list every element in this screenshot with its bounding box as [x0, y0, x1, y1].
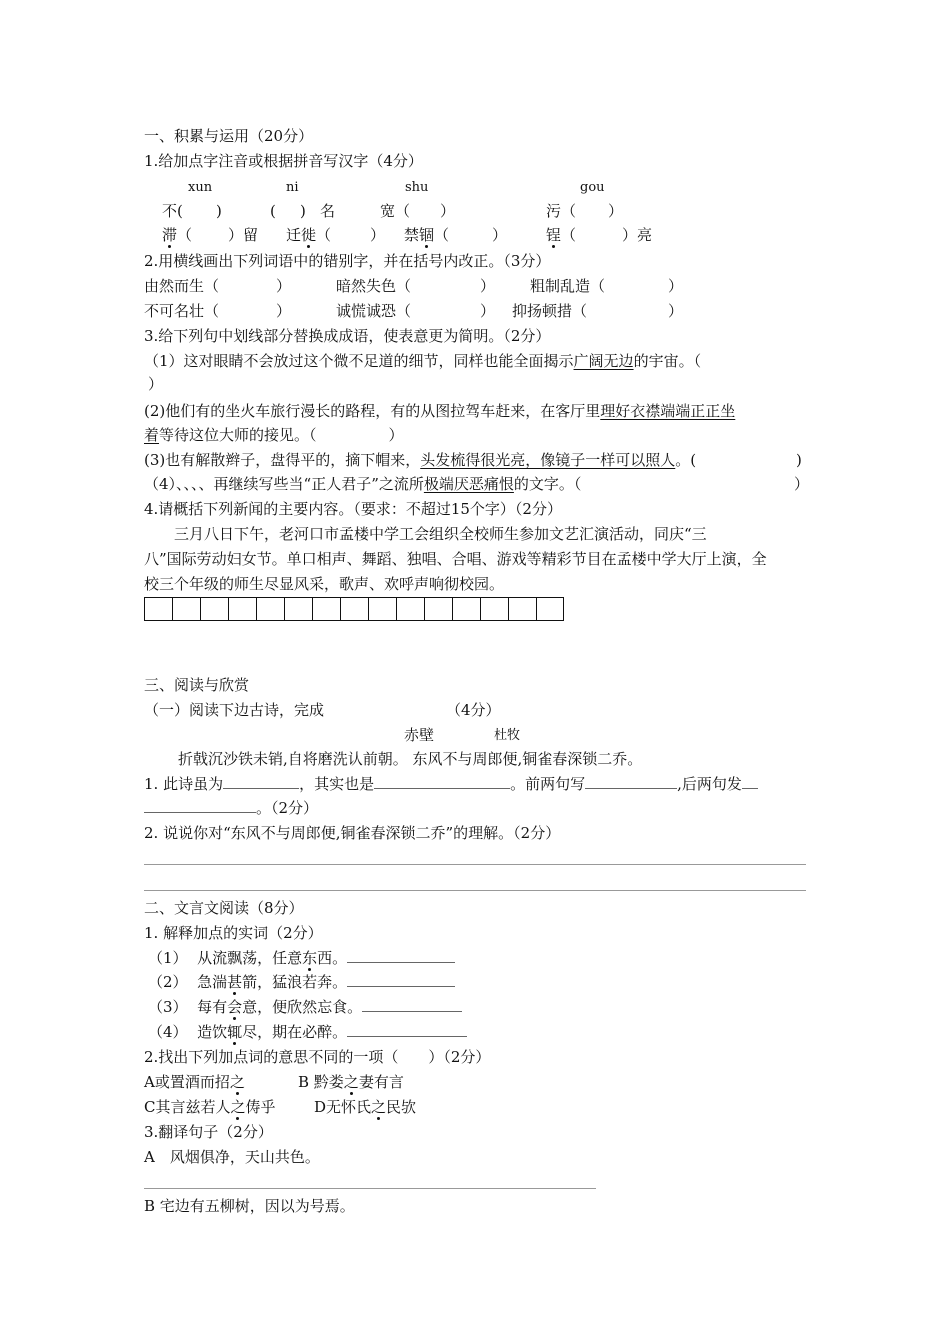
classical-item-2: （2） 急湍甚箭，猛浪若奔。	[148, 972, 455, 992]
answer-line	[144, 1188, 596, 1189]
section-2-title: 二、文言文阅读（8分）	[144, 899, 304, 917]
q2-row2-a: 不可名壮（	[144, 302, 220, 320]
q2-stem: 2.用横线画出下列词语中的错别字，并在括号内改正。（3分）	[144, 252, 551, 270]
poem-text: 折戟沉沙铁未销,自将磨洗认前朝。 东风不与周郎便,铜雀春深锁二乔。	[178, 750, 643, 768]
poem-title: 赤壁	[404, 726, 435, 744]
classical-q3: 3.翻译句子（2分）	[144, 1123, 273, 1141]
q2-row2-b: ）	[276, 302, 292, 320]
q1-row1-f: 宽（	[380, 202, 411, 220]
classical-q2: 2.找出下列加点词的意思不同的一项（ ）（2分）	[144, 1048, 491, 1066]
q1-row1-e: 名	[320, 202, 336, 220]
answer-box[interactable]	[340, 597, 368, 621]
answer-line	[144, 864, 806, 865]
answer-box[interactable]	[452, 597, 480, 621]
q1-row1-h: 污（	[546, 202, 577, 220]
poem-instruction: （一）阅读下边古诗，完成	[144, 701, 325, 719]
q3-s2-cont: 着等待这位大师的接见。（ ）	[144, 426, 404, 444]
classical-q1: 1. 解释加点的实词（2分）	[144, 924, 323, 942]
section-1-title: 一、积累与运用（20分）	[144, 127, 314, 145]
answer-box[interactable]	[396, 597, 424, 621]
q1-row2-a: 滞（	[162, 226, 193, 244]
answer-box[interactable]	[368, 597, 396, 621]
q2-row2-d: ）	[480, 302, 496, 320]
answer-box[interactable]	[256, 597, 284, 621]
q1-row1-c: (	[270, 202, 276, 220]
section-3-title: 三、阅读与欣赏	[144, 676, 250, 694]
q2-row1-d: ）	[480, 277, 496, 295]
q1-stem: 1.给加点字注音或根据拼音写汉字（4分）	[144, 152, 423, 170]
option-d: D无怀氏之民欤	[314, 1098, 417, 1116]
q3-s1-close: ）	[148, 375, 164, 393]
pinyin-ni: ni	[286, 180, 299, 195]
q2-row1-b: ）	[276, 277, 292, 295]
q2-row1-e: 粗制乱造（	[530, 277, 606, 295]
q1-row1-b: )	[216, 202, 222, 220]
pinyin-xun: xun	[188, 180, 213, 195]
q1-row2-d: ）	[370, 226, 386, 244]
q3-s1: （1）这对眼睛不会放过这个微不足道的细节，同样也能全面揭示广阔无边的宇宙。（	[144, 352, 702, 370]
q1-row2-h: ）亮	[622, 226, 653, 244]
poem-q1-cont: 。（2分）	[144, 798, 318, 818]
answer-box[interactable]	[312, 597, 340, 621]
answer-box[interactable]	[284, 597, 312, 621]
classical-item-1: （1） 从流飘荡，任意东西。	[148, 948, 455, 968]
q3-s3-close: )	[796, 451, 802, 469]
poem-q2: 2. 说说你对“东风不与周郎便,铜雀春深锁二乔”的理解。（2分）	[144, 824, 561, 842]
q1-row2-f: ）	[492, 226, 508, 244]
answer-box[interactable]	[172, 597, 200, 621]
news-p2: 八”国际劳动妇女节。单口相声、舞蹈、独唱、合唱、游戏等精彩节目在孟楼中学大厅上演，全	[144, 550, 767, 568]
option-c: C其言兹若人之俦乎	[144, 1098, 276, 1116]
pinyin-shu: shu	[405, 180, 429, 195]
q2-row2-f: ）	[668, 302, 684, 320]
q2-row1-f: ）	[668, 277, 684, 295]
news-p1: 三月八日下午，老河口市孟楼中学工会组织全校师生参加文艺汇演活动，同庆“三	[174, 525, 707, 543]
q3-s2: (2)他们有的坐火车旅行漫长的路程，有的从图拉驾车赶来，在客厅里理好衣襟端端正正坐	[144, 402, 736, 420]
answer-box[interactable]	[424, 597, 452, 621]
classical-item-4: （4） 造饮辄尽，期在必醉。	[148, 1022, 467, 1042]
poem-score: （4分）	[446, 701, 501, 719]
answer-box[interactable]	[200, 597, 228, 621]
translate-a: A 风烟俱净，天山共色。	[144, 1148, 320, 1166]
q2-row1-c: 暗然失色（	[336, 277, 412, 295]
q2-row2-c: 诚慌诚恐（	[336, 302, 412, 320]
q3-s4: （4）、、、、再继续写些当“正人君子”之流所极端厌恶痛恨的文字。（	[144, 475, 582, 493]
q1-row2-c: 迁徙（	[286, 226, 332, 244]
q1-row1-a: 不(	[162, 202, 183, 220]
poem-q1: 1. 此诗虽为 ，其实也是 。前两句写 ,后两句发	[144, 774, 758, 794]
news-p3: 校三个年级的师生尽显风采，歌声、欢呼声响彻校园。	[144, 575, 505, 593]
answer-box[interactable]	[480, 597, 508, 621]
q2-row1-a: 由然而生（	[144, 277, 220, 295]
q2-row2-e: 抑扬顿措（	[512, 302, 588, 320]
answer-line	[144, 890, 806, 891]
classical-item-3: （3） 每有会意，便欣然忘食。	[148, 997, 462, 1017]
q1-row2-e: 禁锢（	[404, 226, 450, 244]
q1-row1-g: ）	[440, 202, 456, 220]
poem-author: 杜牧	[494, 728, 521, 743]
q4-stem: 4.请概括下列新闻的主要内容。（要求：不超过15个字）（2分）	[144, 500, 562, 518]
q3-s4-close: ）	[794, 475, 810, 493]
q1-row1-i: ）	[608, 202, 624, 220]
answer-box[interactable]	[508, 597, 536, 621]
q3-stem: 3.给下列句中划线部分替换成成语，使表意更为简明。（2分）	[144, 327, 551, 345]
answer-box[interactable]	[536, 597, 564, 621]
answer-box[interactable]	[144, 597, 172, 621]
q1-row2-g: 锃（	[546, 226, 577, 244]
pinyin-gou: gou	[580, 180, 605, 195]
q1-row2-b: ）留	[228, 226, 259, 244]
translate-b: B 宅边有五柳树，因以为号焉。	[144, 1197, 355, 1215]
option-a: A或置酒而招之	[144, 1073, 245, 1091]
option-b: B 黔娄之妻有言	[298, 1073, 404, 1091]
answer-box[interactable]	[228, 597, 256, 621]
q3-s3: (3)也有解散辫子，盘得平的，摘下帽来，头发梳得很光亮，像镜子一样可以照人。(	[144, 451, 697, 469]
answer-box-grid	[144, 597, 564, 621]
q1-row1-d: )	[300, 202, 306, 220]
